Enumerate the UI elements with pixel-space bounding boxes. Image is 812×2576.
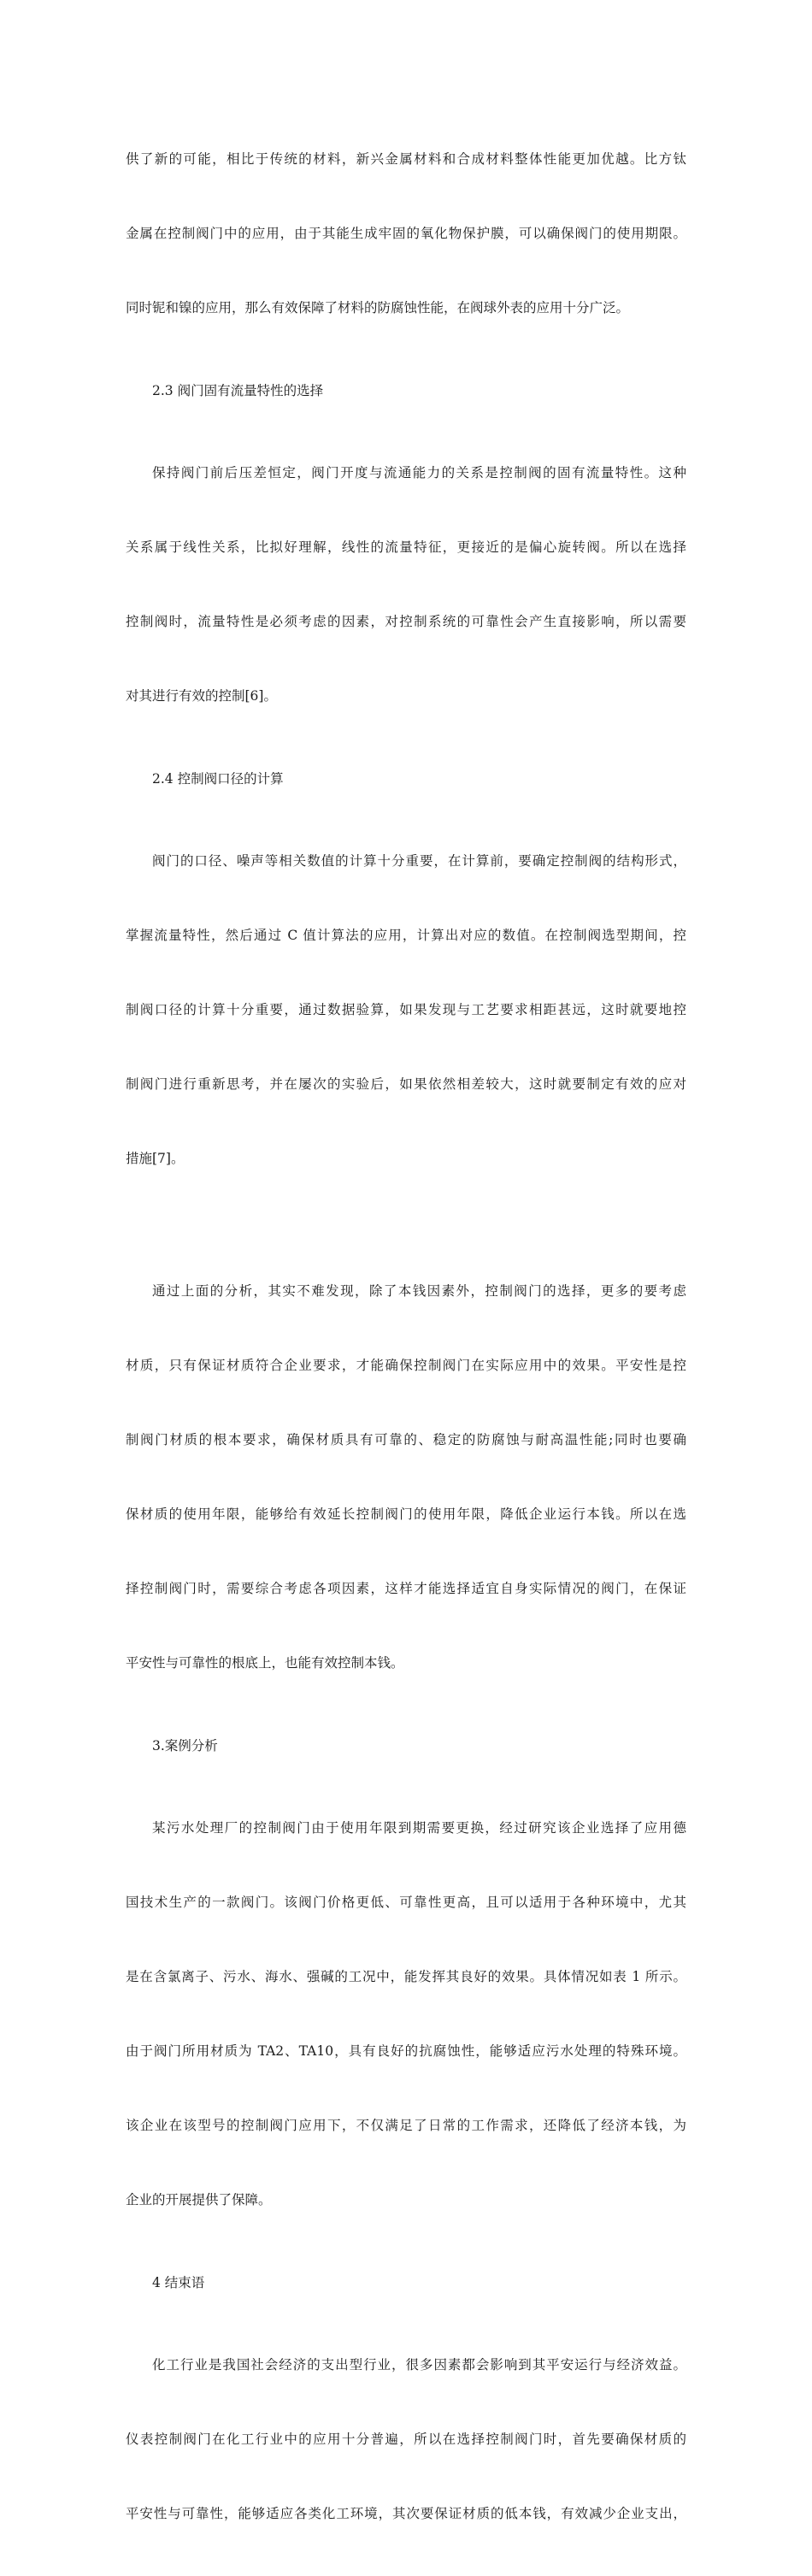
text-line: 制阀门进行重新思考，并在屡次的实验后，如果依然相差较大，这时就要制定有效的应对	[126, 1076, 686, 1092]
text-line: 通过上面的分析，其实不难发现，除了本钱因素外，控制阀门的选择，更多的要考虑	[152, 1283, 686, 1299]
section-heading-3: 3.案例分析	[152, 1738, 218, 1754]
paragraph-materials	[126, 97, 686, 370]
text-line: 化工行业是我国社会经济的支出型行业，很多因素都会影响到其平安运行与经济效益。	[152, 2357, 686, 2373]
text-line: 关系属于线性关系，比拟好理解，线性的流量特征，更接近的是偏心旋转阀。所以在选择	[126, 539, 686, 555]
text-line: 同时铌和镍的应用，那么有效保障了材料的防腐蚀性能，在阀球外表的应用十分广泛。	[126, 300, 630, 315]
text-line: 制阀口径的计算十分重要，通过数据验算，如果发现与工艺要求相距甚远，这时就要地控	[126, 1002, 686, 1017]
text-line: 由于阀门所用材质为 TA2、TA10，具有良好的抗腐蚀性，能够适应污水处理的特殊环境。	[126, 2043, 686, 2059]
text-line: 仪表控制阀门在化工行业中的应用十分普遍，所以在选择控制阀门时，首先要确保材质的	[126, 2432, 686, 2447]
text-line: 阀门的口径、噪声等相关数值的计算十分重要，在计算前，要确定控制阀的结构形式，	[152, 853, 686, 869]
document-page	[126, 97, 686, 2576]
text-line: 措施[7]。	[126, 1151, 185, 1166]
text-line: 材质，只有保证材质符合企业要求，才能确保控制阀门在实际应用中的效果。平安性是控	[126, 1358, 686, 1373]
text-line: 是在含氯离子、污水、海水、强碱的工况中，能发挥其良好的效果。具体情况如表 1 所示。	[126, 1969, 686, 1984]
text-line: 供了新的可能，相比于传统的材料，新兴金属材料和合成材料整体性能更加优越。比方钛	[126, 151, 686, 167]
paragraph-flow-characteristics	[126, 411, 686, 758]
text-line: 某污水处理厂的控制阀门由于使用年限到期需要更换，经过研究该企业选择了应用德	[152, 1820, 686, 1836]
text-line: 国技术生产的一款阀门。该阀门价格更低、可靠性更高，且可以适用于各种环境中，尤其	[126, 1895, 686, 1910]
text-line: 金属在控制阀门中的应用，由于其能生成牢固的氧化物保护膜，可以确保阀门的使用期限。	[126, 226, 686, 241]
paragraph-case-study	[126, 1766, 686, 2262]
section-heading-2-4: 2.4 控制阀口径的计算	[152, 771, 284, 787]
text-line: 该企业在该型号的控制阀门应用下，不仅满足了日常的工作需求，还降低了经济本钱，为	[126, 2118, 686, 2133]
text-line: 保材质的使用年限，能够给有效延长控制阀门的使用年限，降低企业运行本钱。所以在选	[126, 1506, 686, 1522]
paragraph-conclusion	[126, 2303, 686, 2576]
text-line: 择控制阀门时，需要综合考虑各项因素，这样才能选择适宜自身实际情况的阀门，在保证	[126, 1581, 686, 1596]
paragraph-valve-diameter	[126, 799, 686, 1221]
text-line: 控制阀时，流量特性是必须考虑的因素，对控制系统的可靠性会产生直接影响，所以需要	[126, 614, 686, 629]
text-line: 保持阀门前后压差恒定，阀门开度与流通能力的关系是控制阀的固有流量特性。这种	[152, 465, 686, 480]
section-heading-2-3: 2.3 阀门固有流量特性的选择	[152, 383, 324, 398]
text-line: 制阀门材质的根本要求，确保材质具有可靠的、稳定的防腐蚀与耐高温性能;同时也要确	[126, 1432, 686, 1447]
section-heading-4: 4 结束语	[152, 2275, 205, 2290]
text-line: 对其进行有效的控制[6]。	[126, 688, 277, 704]
text-line: 掌握流量特性，然后通过 C 值计算法的应用，计算出对应的数值。在控制阀选型期间，控	[126, 928, 686, 943]
text-line: 平安性与可靠性的根底上，也能有效控制本钱。	[126, 1655, 404, 1671]
paragraph-analysis-summary	[126, 1229, 686, 1725]
text-line: 平安性与可靠性，能够适应各类化工环境，其次要保证材质的低本钱，有效减少企业支出，	[126, 2506, 686, 2521]
text-line: 企业的开展提供了保障。	[126, 2192, 272, 2208]
